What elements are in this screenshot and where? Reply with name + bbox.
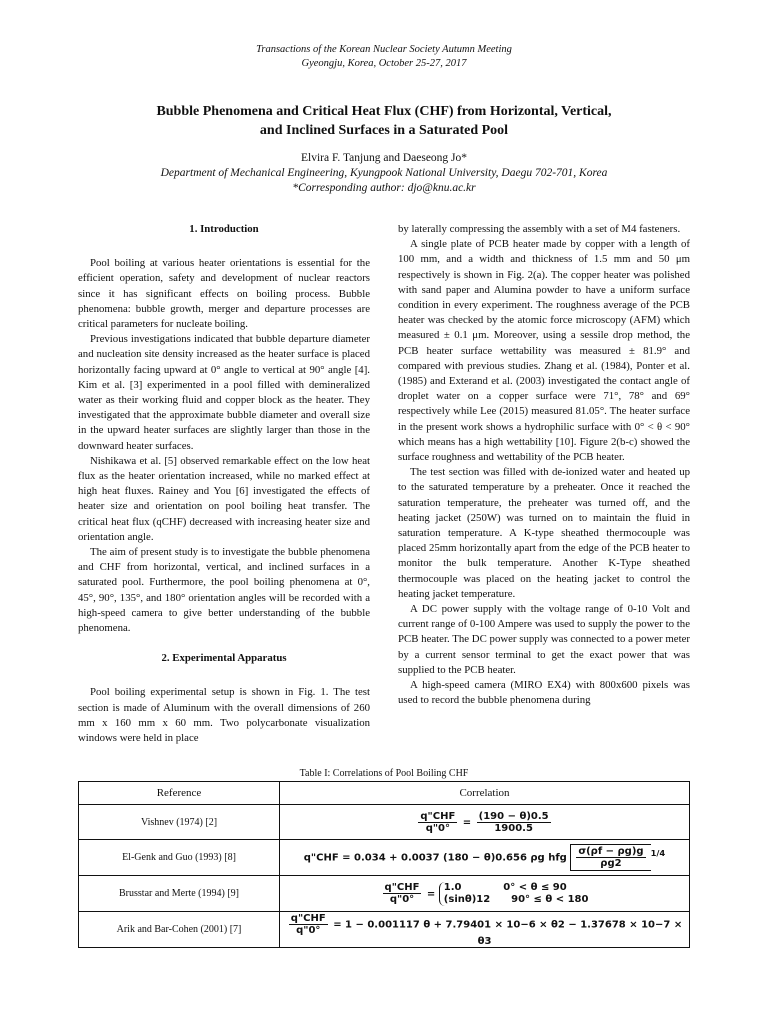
equation-main: q"CHF = 0.034 + 0.0037 (180 − θ)0.656 ρg hfg xyxy=(303,852,567,864)
piecewise-cases: 1.0 0° < θ ≤ 90 (sinθ)12 90° ≤ θ < 180 xyxy=(439,882,589,906)
equation-lhs: $\frac{\text{q"CHF}}{q"0^\circ}$ xyxy=(420,810,456,834)
header-line-2: Gyeongju, Korea, October 25-27, 2017 xyxy=(301,58,467,69)
apparatus-paragraph-4: A DC power supply with the voltage range of 0-10 Volt and current range of 0-100 Ampere was used to supply the power to the PCB heater. The DC power supply was connected to a power meter by a current sensor terminal to get the exact power that was supplied to the PCB heater. xyxy=(398,603,690,676)
intro-paragraph-3: Nishikawa et al. [5] observed remarkable effect on the low heat flux as the heater orientation increased, while no marked effect at high heat fluxes. Rainey and You [6] investigated the effects of heater size and orientation on pool boiling heat transfer. The critical heat flux (qCHF) decreased with increasing heater size and orientation angle. xyxy=(78,454,370,543)
author-names: Elvira F. Tanjung and Daeseong Jo* xyxy=(300,152,468,164)
equation-lhs: $\frac{\text{q"CHF}}{q"0^\circ}$ xyxy=(290,912,326,936)
header-correlation: Correlation xyxy=(280,782,690,805)
section-2-heading: 2. Experimental Apparatus xyxy=(161,652,287,665)
equation-lhs: $\frac{\text{q"CHF}}{q"0^\circ}$ xyxy=(384,882,420,905)
corresponding-author: *Corresponding author: djo@knu.ac.kr xyxy=(292,182,476,194)
left-column xyxy=(78,222,370,746)
right-column xyxy=(398,222,690,709)
apparatus-paragraph-3: The test section was filled with de-ionized water and heated up to the saturated temperature by a preheater. Once it reached the saturation temperature, the preheater was turned off, and the heating jacket (250W) was turned on to maintain the fluid in saturation temperature. A K-type sheathed thermocouple was placed 25mm horizontally apart from the edge of the PCB heater to monitor the bulk temperature. Another K-Type sheathed thermocouple was placed on the heating jacket to control the heating jacket temperature. xyxy=(398,466,690,600)
equation-cell xyxy=(280,912,690,948)
intro-paragraph-2: Previous investigations indicated that bubble departure diameter and nucleation site density increased as the heater surface is placed horizontally facing upward at 0° angle to vertical at 90° angle [4]. Kim et al. [3] experimented in a pool filled with demineralized water as their working fluid and copper block as the heater. They investigated that the approximate bubble diameter and overall size in the upward heater surfaces are slightly larger than those in the downward heater surfaces. xyxy=(78,333,370,452)
intro-paragraph-1: Pool boiling at various heater orientations is essential for the efficient operation, safety and development of nuclear reactors since it has significant effects on boiling process. Bubble phenomena: bubble growth, merger and departure processes are critical parameters for nucleate boiling. xyxy=(78,257,370,331)
title-line-1: Bubble Phenomena and Critical Heat Flux (CHF) from Horizontal, Vertical, xyxy=(156,104,612,119)
correlation-table xyxy=(78,781,690,948)
equation-bracket: $\frac{\sigma(\rho f - \rho g)g}{\rho g2}$ xyxy=(570,844,650,871)
paper-title xyxy=(0,102,768,140)
equation-power: 1/4 xyxy=(650,848,666,859)
equation-rhs: $\frac{(190 - \theta)0.5}{1900.5}$ xyxy=(478,810,549,834)
affiliation: Department of Mechanical Engineering, Kyungpook National University, Daegu 702-701, Korea xyxy=(160,167,608,179)
table-row xyxy=(79,805,690,840)
apparatus-paragraph-2: A single plate of PCB heater made by copper with a length of 100 mm, and a width and thickness of 1.5 mm and 50 μm respectively is shown in Fig. 2(a). The copper heater was polished with sand paper and Alumina powder to have a uniform surface condition in every experiment. The roughness average of the PCB heater was checked by the atomic force microscopy (AFM) which measured ± 0.1 μm. Moreover, using a sessile drop method, the PCB heater surface wettability was measured ± 81.9° and compared with previous studies. Zhang et al. (1984), Ponter et al. (1985) and Exterand et al. (2003) investigated the contact angle of droplet water on a copper surface were 71°, 78° and 69° respectively while Lee (2015) measured 81.05°. The heater surface in the present work shows a hydrophilic surface with 0° < θ < 90° which means has a high wettability [10]. Figure 2(b-c) showed the surface roughness and wettability of the PCB heater. xyxy=(398,238,690,464)
title-line-2: and Inclined Surfaces in a Saturated Pool xyxy=(259,123,509,138)
conference-header xyxy=(0,43,768,71)
table-row xyxy=(79,840,690,876)
equation-cell: $\frac{\text{q"CHF}}{q"0^\circ}$ = 1.0 0° < θ ≤ 90 (sinθ)12 90° ≤ θ < 180 xyxy=(280,876,690,912)
equation-cell xyxy=(280,840,690,876)
section-1-heading: 1. Introduction xyxy=(189,223,259,235)
table-header-row xyxy=(79,782,690,805)
table-caption: Table I: Correlations of Pool Boiling CHF xyxy=(299,768,469,779)
equation-cell: $\frac{\text{q"CHF}}{q"0^\circ}$ = $\frac{(190 - \theta)0.5}{1900.5}$ xyxy=(280,805,690,840)
equation-rhs: = 1 − 0.001117 θ + 7.79401 × 10−6 × θ2 − 1.37678 × 10−7 × θ3 xyxy=(333,919,683,947)
reference-cell: El-Genk and Guo (1993) [8] xyxy=(79,840,280,876)
table-row xyxy=(79,876,690,912)
table-row xyxy=(79,912,690,948)
reference-cell: Arik and Bar-Cohen (2001) [7] xyxy=(79,912,280,948)
header-line-1: Transactions of the Korean Nuclear Society Autumn Meeting xyxy=(256,44,512,55)
apparatus-paragraph-1: Pool boiling experimental setup is shown in Fig. 1. The test section is made of Aluminum with the overall dimensions of 260 mm x 160 mm x 60 mm. Two polycarbonate visualization windows were held in place xyxy=(78,686,370,745)
reference-cell: Vishnev (1974) [2] xyxy=(79,805,280,840)
apparatus-paragraph-1-continued: by laterally compressing the assembly with a set of M4 fasteners. xyxy=(398,223,681,235)
intro-paragraph-4: The aim of present study is to investigate the bubble phenomena and CHF from horizontal, vertical, and inclined surfaces in a saturated pool. Furthermore, the pool boiling phenomena at 0°, 45°, 90°, 135°, and 180° orientation angles will be recorded with a high-speed camera to give better understanding of the bubble phenomena. xyxy=(78,546,370,635)
header-reference: Reference xyxy=(79,782,280,805)
author-block xyxy=(0,151,768,196)
apparatus-paragraph-5: A high-speed camera (MIRO EX4) with 800x600 pixels was used to record the bubble phenomena during xyxy=(398,679,690,707)
reference-cell: Brusstar and Merte (1994) [9] xyxy=(79,876,280,912)
